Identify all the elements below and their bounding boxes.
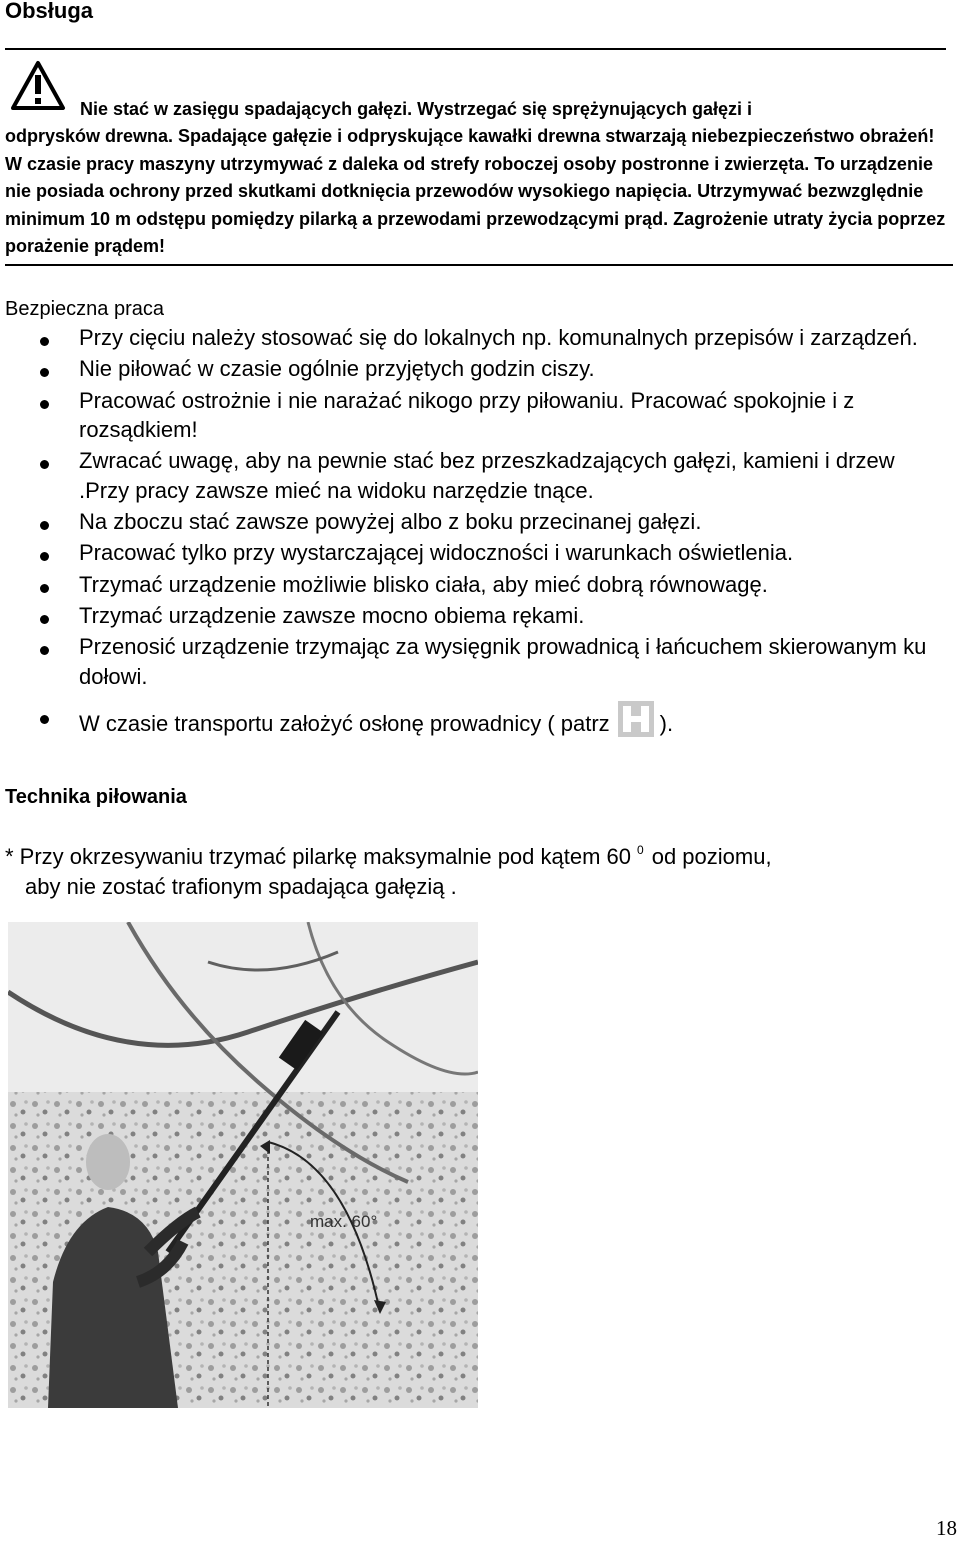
list-item-text: Trzymać urządzenie zawsze mocno obiema rękami. [79,603,585,629]
list-item [0,570,960,600]
list-item-text: W czasie transportu założyć osłonę prowadnicy ( patrz [79,711,610,737]
list-item [0,601,960,631]
divider-top [5,48,946,50]
technique-heading: Technika piłowania [5,786,187,808]
list-item-text: Przenosić urządzenie trzymając za wysięgnik prowadnicą i łańcuchem skierowanym ku dołowi. [79,634,927,689]
list-item [0,632,960,691]
list-item-text: Zwracać uwagę, aby na pewnie stać bez przeszkadzających gałęzi, kamieni i drzew .Przy pracy zawsze mieć na widoku narzędzie tnące. [79,448,895,503]
bullet-icon [40,521,49,530]
safe-work-heading: Bezpieczna praca [5,298,164,320]
list-item-text: Nie piłować w czasie ogólnie przyjętych godzin ciszy. [79,356,595,382]
list-item [0,386,960,445]
note-line-1-end: od poziomu, [651,844,772,869]
warning-paragraph [5,96,953,260]
bullet-icon [40,337,49,346]
note-line-1: * Przy okrzesywaniu trzymać pilarkę maksymalnie pod kątem 60 [5,844,632,869]
bullet-icon [40,615,49,624]
bullet-icon [40,400,49,409]
bullet-icon [40,646,49,655]
bullet-icon [40,715,49,724]
person-head [86,1134,130,1190]
bullet-icon [40,584,49,593]
section-title: Obsługa [5,0,94,23]
pruning-figure [8,922,478,1408]
bullet-icon [40,368,49,377]
bullet-icon [40,552,49,561]
list-item-text-end: ). [659,711,674,737]
angle-label: max. 60° [310,1212,378,1231]
warning-line-1: Nie stać w zasięgu spadających gałęzi. Wystrzegać się sprężynujących gałęzi i [80,99,752,119]
list-item [0,323,960,353]
list-item [0,538,960,568]
list-item [0,446,960,505]
list-item-text: Trzymać urządzenie możliwie blisko ciała, aby mieć dobrą równowagę. [79,571,768,597]
h-reference-icon [618,701,654,737]
note-superscript: 0 [637,843,644,857]
safe-work-list [0,323,960,741]
list-item-text: Na zboczu stać zawsze powyżej albo z boku przecinanej gałęzi. [79,509,702,535]
list-item [0,507,960,537]
list-item-text: Pracować ostrożnie i nie narażać nikogo przy piłowaniu. Pracować spokojnie i z rozsądkiem! [79,387,855,443]
warning-rest: odprysków drewna. Spadające gałęzie i odpryskujące kawałki drewna stwarzają niebezpieczeństwo obrażeń! W czasie pracy maszyny utrzymywać z daleka od strefy roboczej osoby postronne i zwierzęta. To urządzenie nie posiada ochrony przed skutkami dotknięcia przewodów wysokiego napięcia. Utrzymywać bezwzględnie minimum 10 m odstępu pomiędzy pilarką a przewodami przewodzącymi prąd. Zagrożenie utraty życia poprzez porażenie prądem! [5,126,946,257]
note-line-2: aby nie zostać trafionym spadająca gałęzią . [25,873,457,899]
technique-note [5,836,955,901]
divider-warning [5,264,953,266]
bullet-icon [40,460,49,469]
page-number: 18 [936,1516,957,1540]
list-item [0,701,960,739]
list-item-text: Przy cięciu należy stosować się do lokalnych np. komunalnych przepisów i zarządzeń. [79,325,918,350]
list-item-text: Pracować tylko przy wystarczającej widoczności i warunkach oświetlenia. [79,540,794,566]
list-item [0,354,960,384]
